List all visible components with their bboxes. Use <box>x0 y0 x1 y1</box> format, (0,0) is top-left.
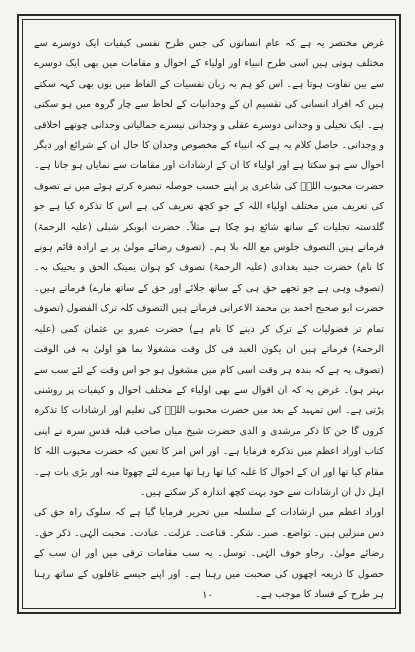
paragraph-1: غرض مختصر یہ ہے کہ عام انسانوں کی جس طرح نفسی کیفیات ایک دوسرے سے مختلف ہوتی ہیں اسی طرح انبیاء اور اولیاء کے احوال و مقامات میں بھی ایک دوسرے سے بین تفاوت ہوتا ہے۔ اس کو ہم بہ زبان نفسیات کے الفاظ میں یوں بھی کہہ سکتے ہیں کہ افراد انسانی کی تقسیم ان کے وجدانیات کے لحاظ سے چار گروہ میں ہو سکتی ہے۔ ایک تخیلی و وجدانی دوسرے عقلی و وجدانی تیسرے جمالیاتی وجدانی چوتھے اخلاقی و وجدانی۔ حاصل کلام یہ ہے کہ انبیاء کے مخصوص وجدان کا حال ان کے شرائع اور دیگر احوال سے ہو سکتا ہے اور اولیاء کا ان کے ارشادات اور مقامات سے نمایاں ہو جاتا ہے۔ حضرت محبوب اللہؒ کی شاعری پر اپنے حسب حوصلہ تبصرہ کرتے ہوئے میں نے تصوف کی تعریف میں مختلف اولیاء اللہ کے جو کچھ تعریف کی ہے اس کا تذکرہ کیا ہے جو گلدستہ تجلیات کے ساتھ شائع ہو چکا ہے مثلاً۔ حضرت ابوبکر شبلی (علیہ الرحمۃ) فرماتے ہیں التصوف جلوس مع اللہ بلا ہم۔ (تصوف رضائے مولیٰ پر بے ارادہ قائم ہونے کا نام) حضرت جنید بغدادی (علیہ الرحمۃ) تصوف کو ہوان یمیتک الحق و یحییک بہ۔ (تصوف وہی ہے جو تجھے حق ہی کے ساتھ جلائے اور حق کے ساتھ مارے) فرماتے ہیں۔ حضرت ابو صحیح احمد بن محمد الاعرابی فرماتے ہیں التصوف کلہ ترک الفضول (تصوف تمام تر فضولیات کے ترک کر دینے کا نام ہے) حضرت عمرو بن عثمان کمی (علیہ الرحمۃ) فرماتے ہیں ان یکون العبد فی کل وقت مشغولا بما ھو اولیٰ بہ فی الوقت (تصوف یہ ہے کہ بندہ ہر وقت اسی کام میں مشغول ہو جو اس وقت کے لئے سب سے بہتر ہو)۔ غرض یہ کہ ان اقوال سے بھی اولیاء کے مختلف احوال و کیفیات پر روشنی پڑتی ہے۔ اس تمہید کے بعد میں حضرت محبوب اللہؒ کی تعلیم اور ارشادات کا تذکرہ کروں گا جن کا ذکر مرشدی و الدی حضرت شیخ میاں صاحب قبلہ قدس سرہ نے اپنی کتاب اوراد اعظم میں تذکرہ فرمایا ہے۔ اور اس امر کا تعین کہ حضرت محبوب اللہ کا مقام کیا تھا اور ان کے احوال کا غلبہ کیا تھا رہا تھا میرے لئے چھوٹا منہ اور بڑی بات ہے۔ اہل دل ان ارشادات سے خود بہت کچھ اندازہ کر سکتے ہیں۔ <box>34 38 384 498</box>
page-number: ۱۰ <box>202 590 213 601</box>
paragraph-2: اوراد اعظم میں ارشادات کے سلسلہ میں تحریر فرمایا گیا ہے کہ سلوک راہ حق کی دس منزلیں ہیں۔ تواضع۔ صبر۔ شکر۔ قناعت۔ عزلت۔ عبادت۔ محبت الہٰی۔ ذکر حق۔ رضائے مولیٰ۔ رجاو خوف الہٰی۔ توسل۔ یہ سب مقامات ترقی میں اور ان سب کے حصول کا ذریعہ اچھوں کی صحبت میں رہنا ہے۔ اور اپنے جیسے غافلوں کے ساتھ رہنا ہر طرح کے فساد کا موجب ہے۔ <box>34 507 384 600</box>
